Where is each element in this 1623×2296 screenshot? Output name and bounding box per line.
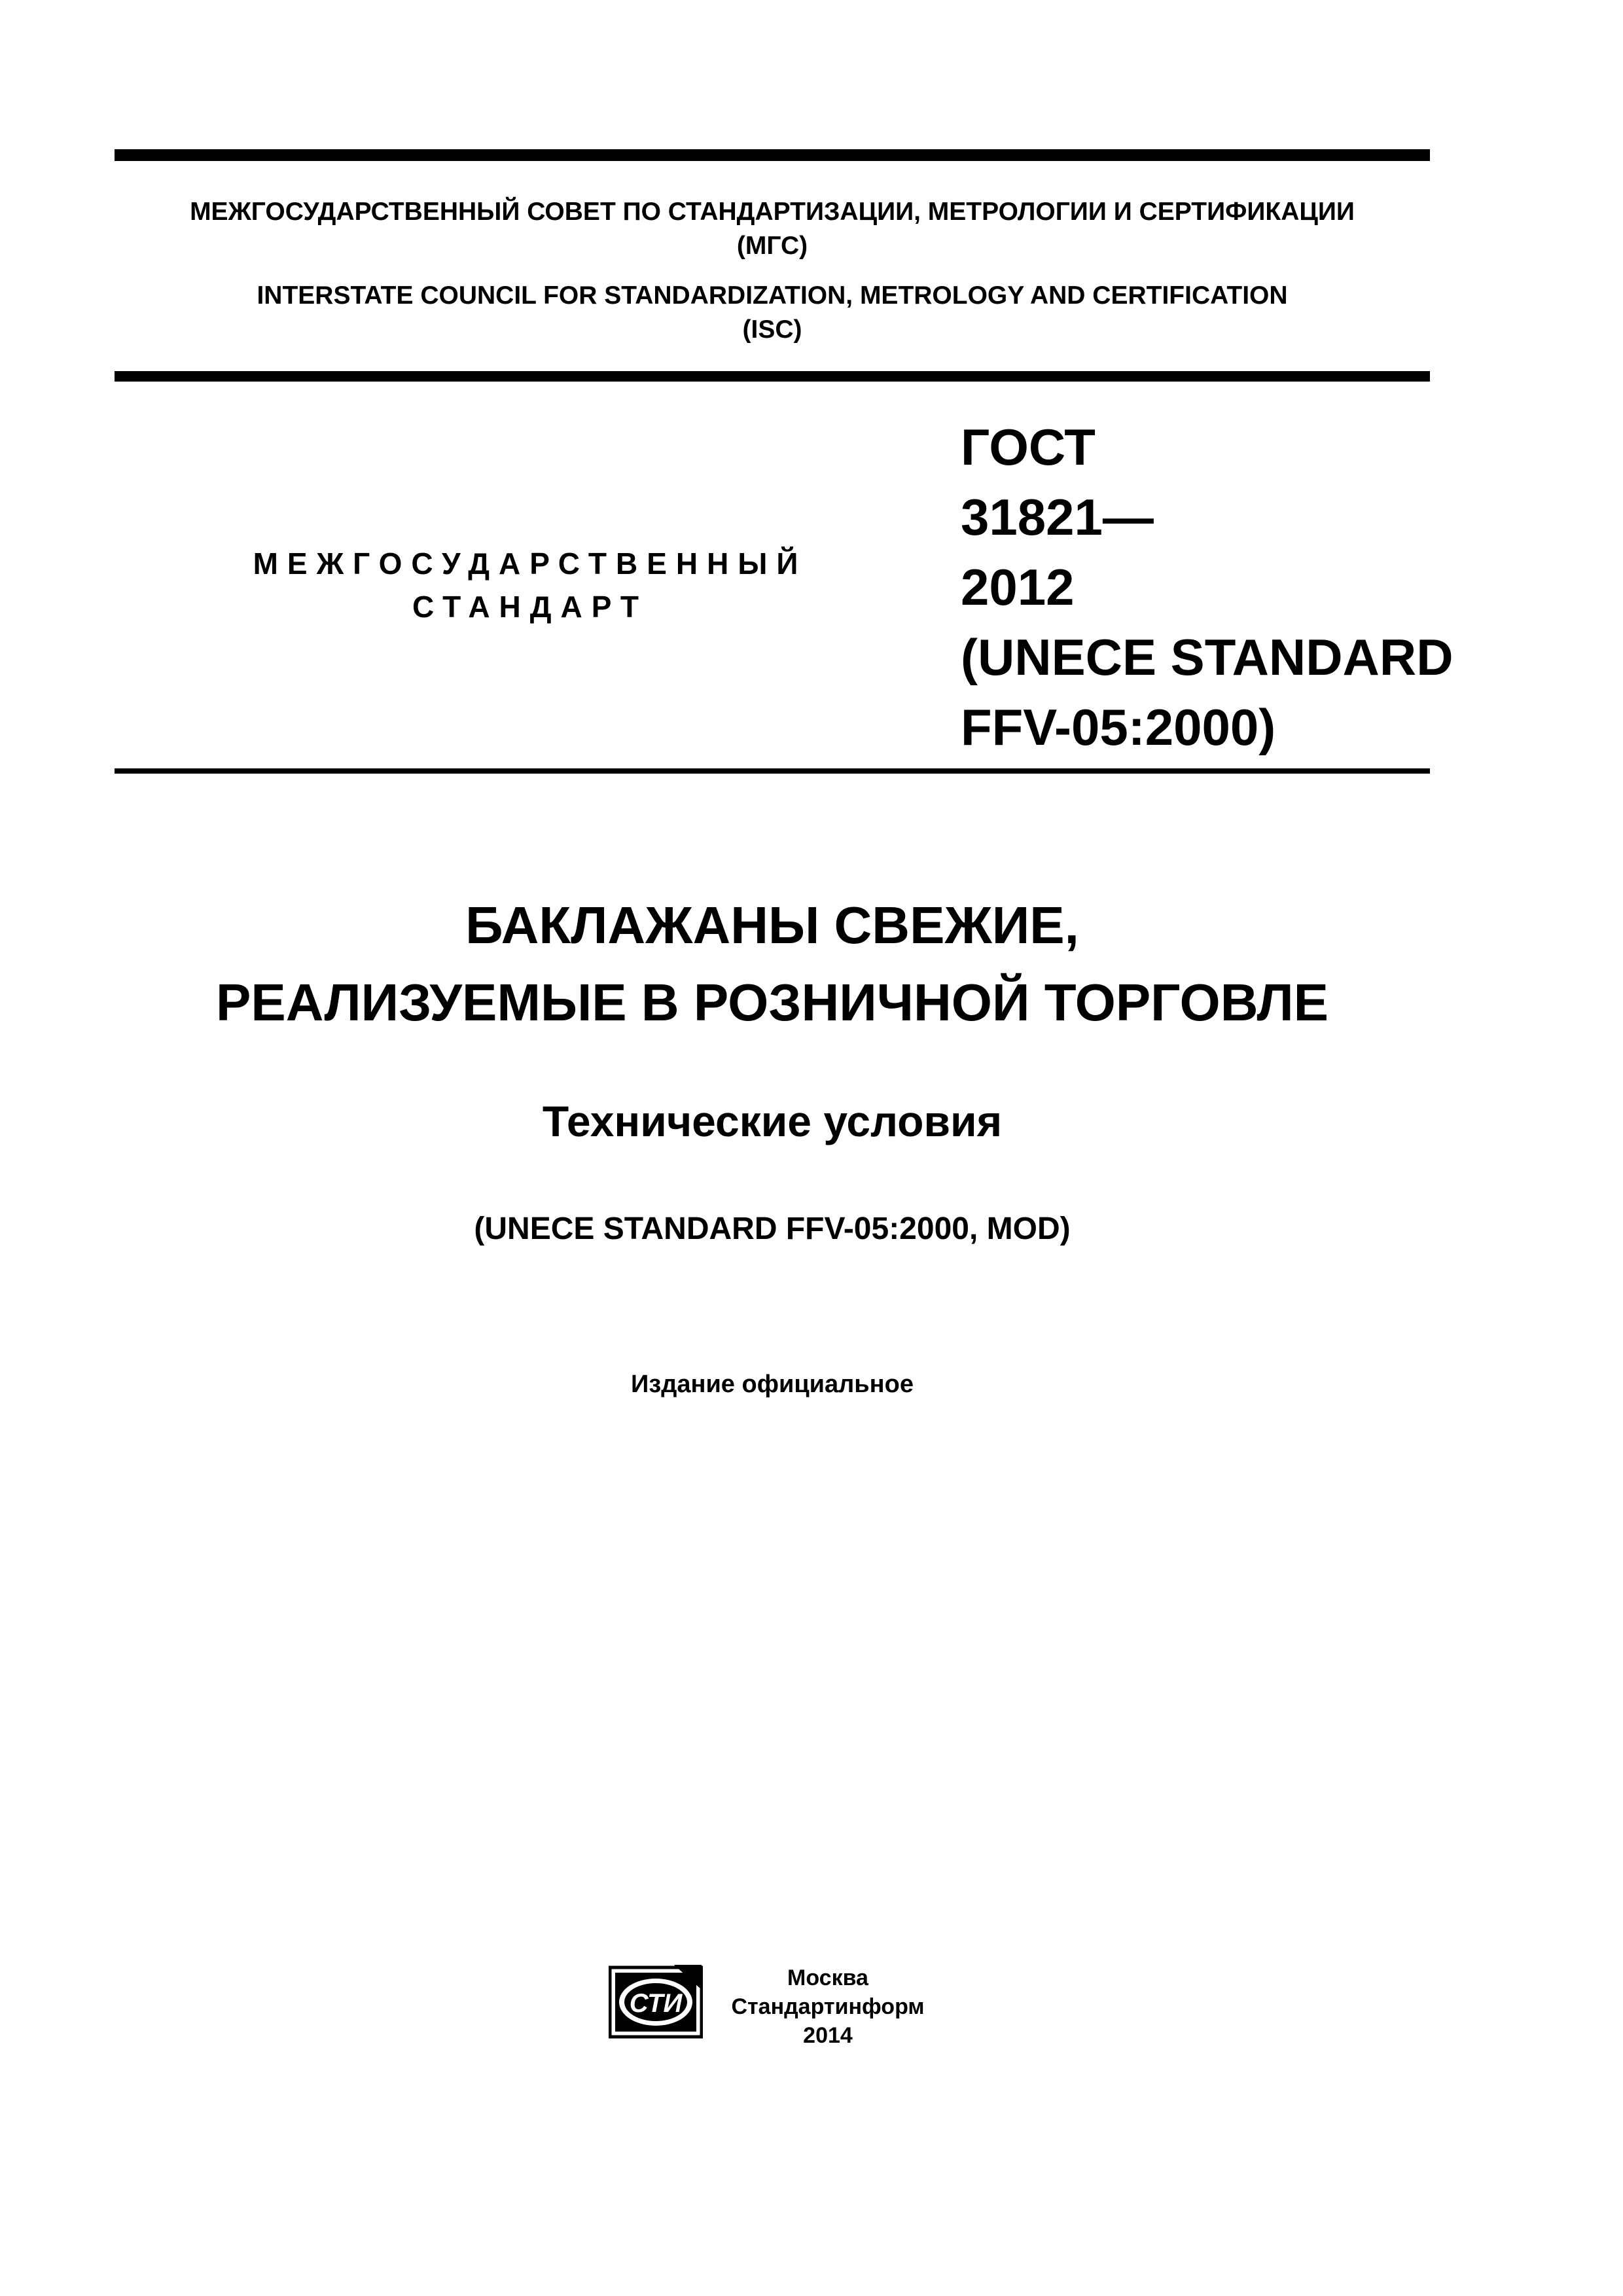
standard-type-line-2: СТАНДАРТ <box>412 590 648 624</box>
document-title <box>115 887 1430 1041</box>
publication-year: 2014 <box>803 2023 853 2048</box>
council-abbr-ru: (МГС) <box>736 232 808 260</box>
designation-line-5: FFV-05:2000) <box>961 698 1276 756</box>
council-header <box>115 195 1430 347</box>
bottom-rule <box>115 768 1430 774</box>
edition-note: Издание официальное <box>631 1371 914 1398</box>
standard-type-line-1: МЕЖГОСУДАРСТВЕННЫЙ <box>253 547 808 581</box>
council-name-en: INTERSTATE COUNCIL FOR STANDARDIZATION, METROLOGY AND CERTIFICATION <box>257 281 1288 310</box>
document-subtitle: Технические условия <box>542 1097 1003 1145</box>
middle-rule <box>115 371 1430 382</box>
designation-line-2: 31821— <box>961 488 1154 546</box>
council-abbr-en: (ISC) <box>742 315 802 344</box>
svg-text:СТИ: СТИ <box>629 1989 683 2018</box>
council-name-ru: МЕЖГОСУДАРСТВЕННЫЙ СОВЕТ ПО СТАНДАРТИЗАЦИИ, МЕТРОЛОГИИ И СЕРТИФИКАЦИИ <box>190 198 1355 226</box>
publisher-name: Стандартинформ <box>731 1994 925 2019</box>
top-rule <box>115 149 1430 161</box>
standard-type <box>216 542 844 628</box>
title-line-2: РЕАЛИЗУЕМЫЕ В РОЗНИЧНОЙ ТОРГОВЛЕ <box>216 973 1329 1031</box>
publisher-block <box>720 1964 936 2050</box>
standard-designation <box>961 412 1454 762</box>
standartinform-logo-icon <box>609 1964 703 2039</box>
publisher-city: Москва <box>787 1965 868 1990</box>
designation-line-4: (UNECE STANDARD <box>961 628 1454 686</box>
adoption-reference: (UNECE STANDARD FFV-05:2000, MOD) <box>474 1211 1071 1246</box>
title-line-1: БАКЛАЖАНЫ СВЕЖИЕ, <box>465 896 1079 954</box>
designation-line-1: ГОСТ <box>961 418 1096 476</box>
designation-line-3: 2012 <box>961 558 1075 616</box>
